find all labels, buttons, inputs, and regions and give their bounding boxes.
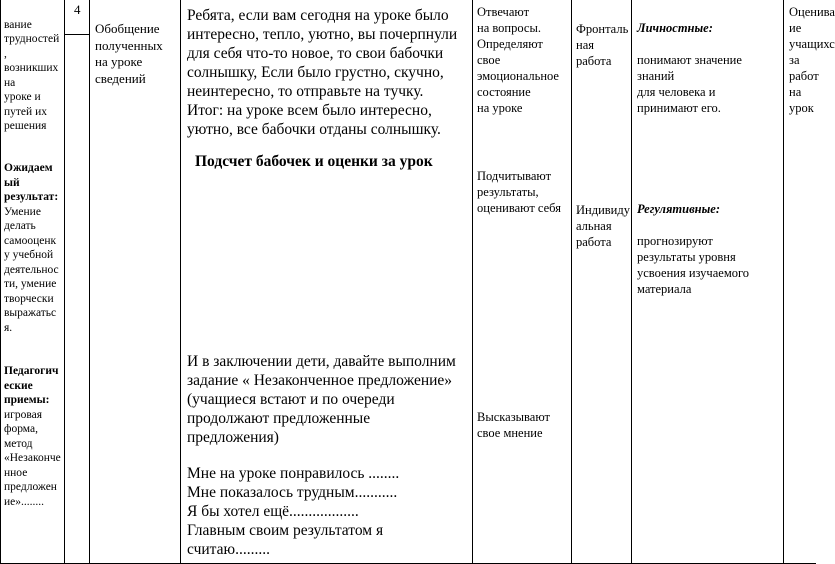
grid-line	[64, 0, 65, 564]
regulatory-uud	[637, 185, 777, 297]
student-activity-b: Подчитывают результаты, оценивают себя	[477, 169, 561, 215]
teacher-activity-heading: Подсчет бабочек и оценки за урок	[195, 153, 433, 170]
personal-uud	[637, 4, 777, 116]
student-activity-c: Высказывают свое мнение	[477, 410, 550, 440]
teacher-activity-para1: Ребята, если вам сегодня на уроке было интересно, тепло, уютно, вы почерпнули для себя что-то новое, то свои бабочки солнышку, Если было грустно, скучно, неинтересно, то отправьте на тучку. Итог: на уроке всем было интересно, уютно, все бабочки отданы солнышку.	[187, 7, 458, 138]
personal-text: понимают значение знаний для человека и принимают его.	[637, 53, 742, 115]
regulatory-text: прогнозируют результаты уровня усвоения изучаемого материала	[637, 234, 750, 296]
methods-text: игровая форма, метод «Незаконче нное предложен ие»........	[4, 408, 61, 508]
expected-result-label: Ожидаем ый результат:	[4, 162, 59, 203]
expected-result-text: Умение делать самооценк у учебной деятельнос ти, умение творчески выражатьс я.	[4, 205, 59, 334]
work-form-b: Индивиду альная работа	[576, 203, 630, 249]
stage-name: Обобщение полученных на уроке сведений	[95, 21, 163, 86]
difficulties-text: вание трудностей , возникших на уроке и путей их решения	[4, 18, 60, 132]
assessment-cell: Оценива ие учащихс за работ на урок	[789, 5, 835, 115]
methods-label: Педагогич еские приемы:	[4, 365, 59, 406]
grid-line	[783, 0, 784, 564]
grid-line	[0, 0, 1, 564]
student-activity-a: Отвечают на вопросы. Определяют свое эмоциональное состояние на уроке	[477, 5, 559, 115]
grid-line	[64, 34, 89, 35]
grid-line	[631, 0, 632, 564]
regulatory-label: Регулятивные:	[637, 202, 720, 216]
personal-label: Личностные:	[637, 21, 713, 35]
grid-line	[472, 0, 473, 564]
grid-line	[89, 0, 90, 564]
grid-line	[180, 0, 181, 564]
teacher-activity-para2: И в заключении дети, давайте выполним задание « Незаконченное предложение» (учащиеся встают и по очереди продолжают предложенные предложения)	[187, 353, 456, 446]
work-form-a: Фронталь ная работа	[576, 22, 629, 68]
difficulties-cell	[4, 3, 60, 509]
stage-number: 4	[74, 2, 81, 17]
teacher-activity-para3: Мне на уроке понравилось ........ Мне показалось трудным........... Я бы хотел ещё.................. Главным своим результатом я считаю.........	[187, 465, 400, 558]
